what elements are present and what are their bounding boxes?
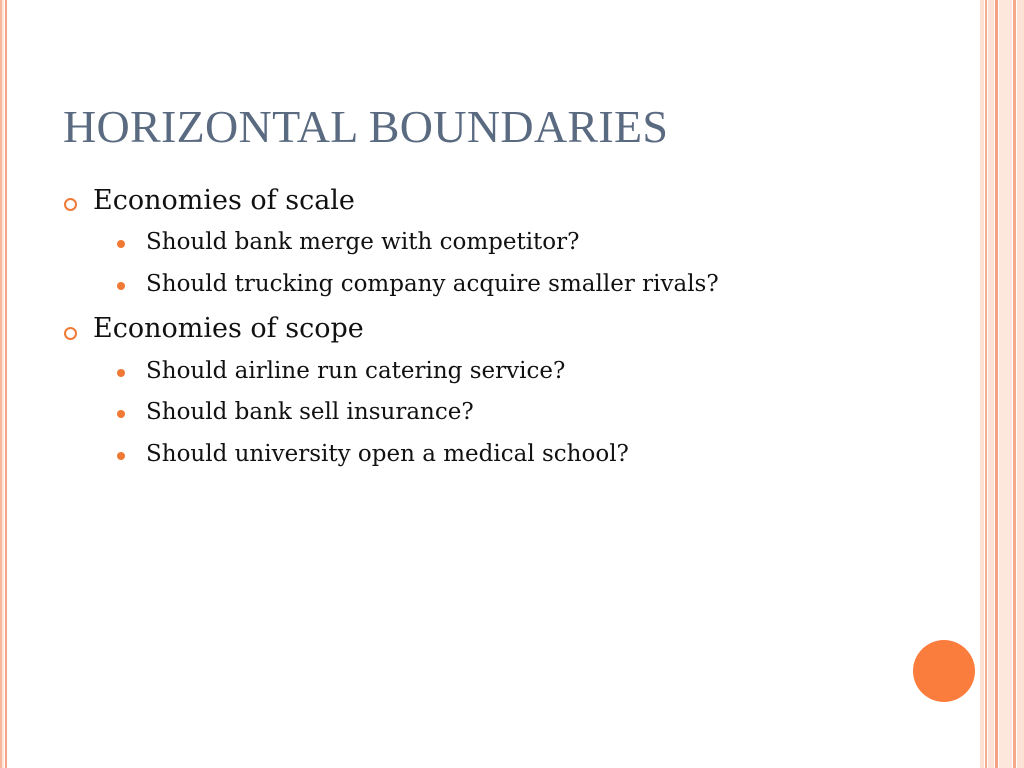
right-border-stripe bbox=[1017, 0, 1024, 768]
filled-dot-bullet-icon bbox=[117, 282, 125, 290]
slide-title: HORIZONTAL BOUNDARIES bbox=[63, 101, 669, 152]
decorative-orange-circle bbox=[913, 640, 975, 702]
bullet-item: Economies of scope bbox=[93, 313, 364, 344]
filled-dot-bullet-icon bbox=[117, 240, 125, 248]
bullet-item: Economies of scale bbox=[93, 185, 355, 216]
sub-bullet-item: Should university open a medical school? bbox=[146, 441, 629, 467]
right-border-stripe bbox=[988, 0, 994, 768]
filled-dot-bullet-icon bbox=[117, 452, 125, 460]
hollow-circle-bullet-icon bbox=[64, 198, 77, 211]
sub-bullet-item: Should trucking company acquire smaller rivals? bbox=[146, 271, 719, 297]
right-border-stripe bbox=[995, 0, 998, 768]
left-border-stripe bbox=[2, 0, 4, 768]
right-border-stripe bbox=[1013, 0, 1016, 768]
right-border-stripe bbox=[980, 0, 984, 768]
right-border-stripe bbox=[985, 0, 987, 768]
sub-bullet-item: Should bank merge with competitor? bbox=[146, 229, 580, 255]
sub-bullet-item: Should airline run catering service? bbox=[146, 358, 566, 384]
hollow-circle-bullet-icon bbox=[64, 327, 77, 340]
filled-dot-bullet-icon bbox=[117, 410, 125, 418]
sub-bullet-item: Should bank sell insurance? bbox=[146, 399, 474, 425]
filled-dot-bullet-icon bbox=[117, 369, 125, 377]
right-border-stripe bbox=[999, 0, 1012, 768]
left-border-stripe bbox=[5, 0, 7, 768]
